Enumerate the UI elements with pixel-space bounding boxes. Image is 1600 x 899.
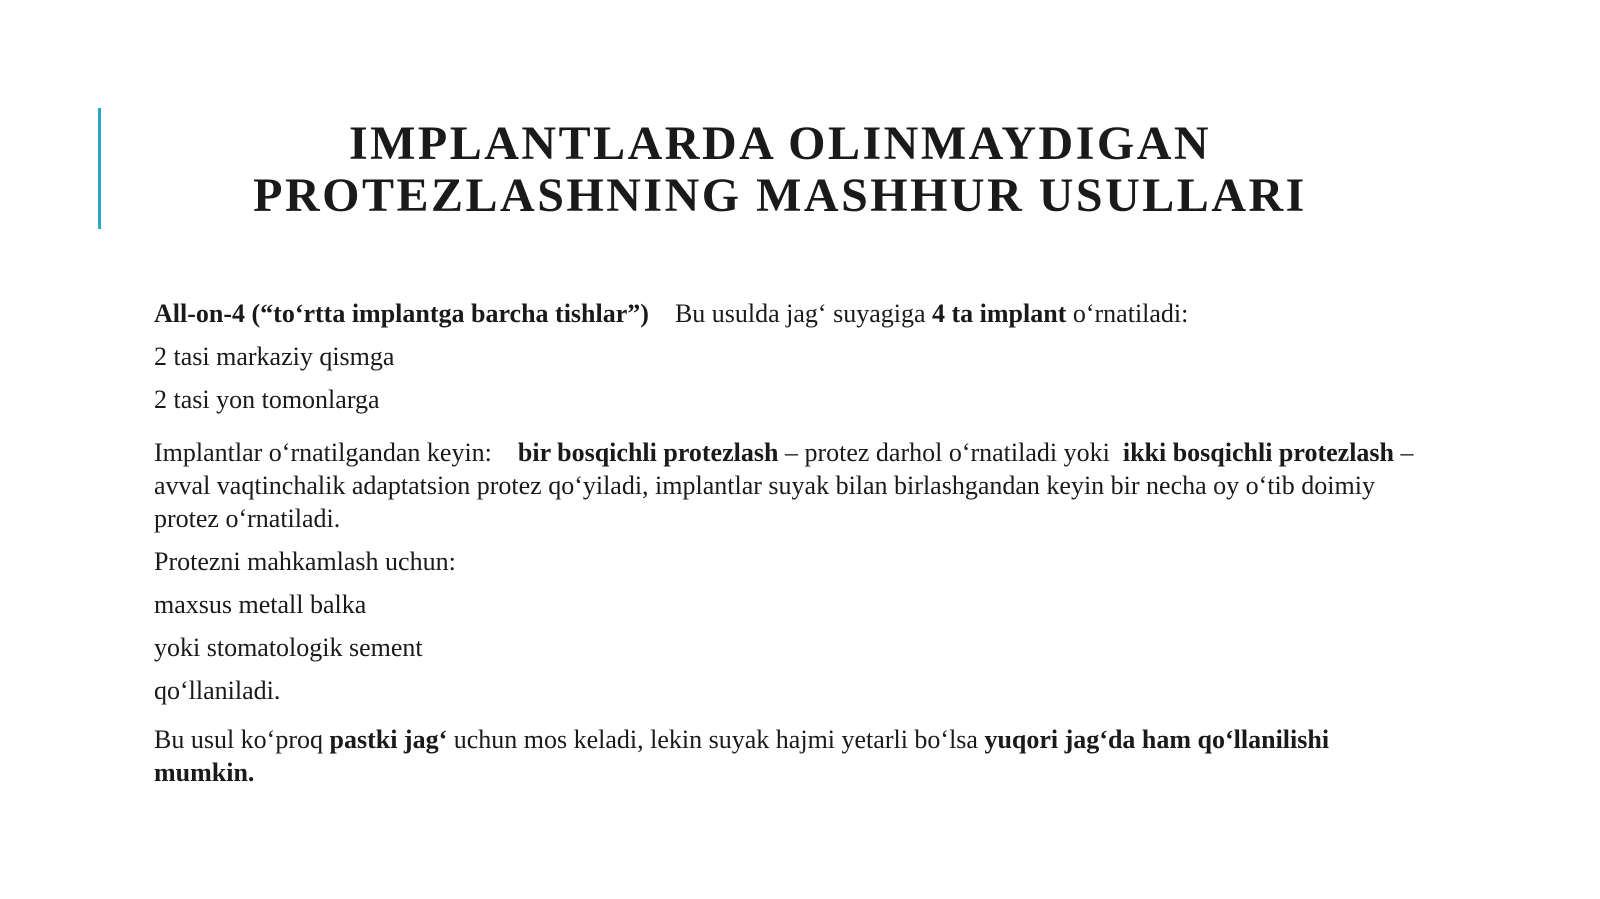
- title-accent-bar: [98, 108, 101, 229]
- list-item: maxsus metall balka: [154, 590, 367, 619]
- one-stage-term: bir bosqichli protezlash: [517, 438, 779, 467]
- lower-jaw-term: pastki jag‘: [329, 725, 448, 754]
- list-item: qo‘llaniladi.: [154, 676, 281, 705]
- slide-title: [150, 118, 1410, 222]
- usage-text-start: Bu usul ko‘proq: [154, 725, 330, 754]
- one-stage-description: – protez darhol o‘rnatiladi yoki: [778, 438, 1117, 467]
- upper-jaw-term: yuqori jag‘da ham qo‘llanilishi mumkin.: [154, 725, 1330, 787]
- method-intro-end: o‘rnatiladi:: [1066, 299, 1189, 328]
- method-name: All-on-4 (“to‘rtta implantga barcha tishlar”): [154, 299, 649, 328]
- usage-paragraph: [154, 723, 1414, 789]
- list-item: 2 tasi yon tomonlarga: [154, 385, 380, 414]
- implant-count: 4 ta implant: [932, 299, 1067, 328]
- fixation-intro: Protezni mahkamlash uchun:: [154, 547, 456, 576]
- list-item: 2 tasi markaziy qismga: [154, 342, 395, 371]
- slide-body: [154, 297, 1414, 789]
- slide-title-line-1: IMPLANTLARDA OLINMAYDIGAN: [348, 117, 1212, 170]
- two-stage-term: ikki bosqichli protezlash: [1122, 438, 1394, 467]
- method-intro-paragraph: [154, 297, 1414, 330]
- slide-title-line-2: PROTEZLASHNING MASHHUR USULLARI: [253, 169, 1307, 222]
- method-intro-text: Bu usulda jag‘ suyagiga: [674, 299, 933, 328]
- stages-intro: Implantlar o‘rnatilgandan keyin:: [154, 438, 492, 467]
- stages-paragraph: [154, 436, 1414, 535]
- usage-text-mid: uchun mos keladi, lekin suyak hajmi yetarli bo‘lsa: [447, 725, 985, 754]
- two-stage-description: – avval vaqtinchalik adaptatsion protez qo‘yiladi, implantlar suyak bilan birlashgandan keyin bir necha oy o‘tib doimiy protez o‘rnatiladi.: [154, 438, 1414, 533]
- list-item: yoki stomatologik sement: [154, 633, 423, 662]
